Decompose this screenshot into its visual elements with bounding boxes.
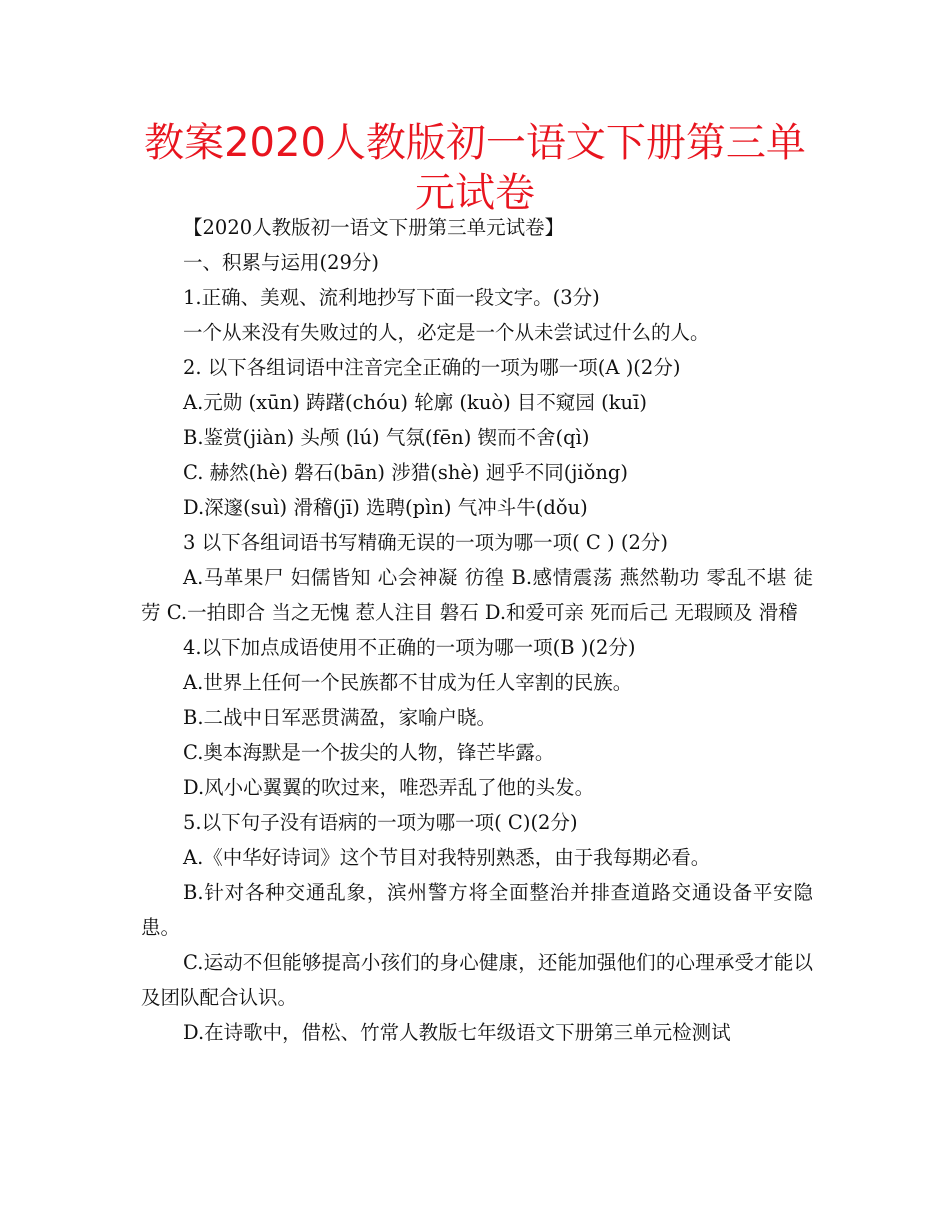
document-body — [141, 210, 813, 1050]
question-2-option-c: C. 赫然(hè) 磐石(bān) 涉猎(shè) 迥乎不同(jiǒng) — [183, 461, 629, 484]
document-title: 教案2020人教版初一语文下册第三单元试卷 — [144, 120, 806, 216]
question-1: 1.正确、美观、流利地抄写下面一段文字。(3分) — [183, 286, 600, 309]
question-3: 3 以下各组词语书写精确无误的一项为哪一项( C ) (2分) — [183, 531, 668, 554]
question-4-option-b: B.二战中日军恶贯满盈，家喻户晓。 — [183, 706, 497, 729]
question-4-option-a: A.世界上任何一个民族都不甘成为任人宰割的民族。 — [183, 671, 633, 694]
question-2-option-b: B.鉴赏(jiàn) 头颅 (lú) 气氛(fēn) 锲而不舍(qì) — [183, 426, 590, 449]
question-1-text: 一个从来没有失败过的人，必定是一个从未尝试过什么的人。 — [183, 321, 710, 344]
question-2-option-d: D.深邃(suì) 滑稽(jī) 选聘(pìn) 气冲斗牛(dǒu) — [183, 496, 588, 519]
question-4-option-d: D.风小心翼翼的吹过来，唯恐弄乱了他的头发。 — [183, 776, 595, 799]
question-5-option-b: B.针对各种交通乱象，滨州警方将全面整治并排查道路交通设备平安隐患。 — [141, 881, 813, 939]
question-2-option-a: A.元勋 (xūn) 踌躇(chóu) 轮廓 (kuò) 目不窥园 (kuī) — [183, 391, 647, 414]
paragraph-header: 【2020人教版初一语文下册第三单元试卷】 — [183, 216, 565, 239]
question-5: 5.以下句子没有语病的一项为哪一项( C)(2分) — [183, 811, 578, 834]
question-5-option-d: D.在诗歌中，借松、竹常人教版七年级语文下册第三单元检测试 — [183, 1021, 731, 1044]
question-4: 4.以下加点成语使用不正确的一项为哪一项(B )(2分) — [183, 636, 636, 659]
question-4-option-c: C.奥本海默是一个拔尖的人物，锋芒毕露。 — [183, 741, 555, 764]
question-5-option-a: A.《中华好诗词》这个节目对我特别熟悉，由于我每期必看。 — [183, 846, 711, 869]
question-5-option-c: C.运动不但能够提高小孩们的身心健康，还能加强他们的心理承受才能以及团队配合认识。 — [141, 951, 813, 1009]
question-2: 2. 以下各组词语中注音完全正确的一项为哪一项(A )(2分) — [183, 356, 681, 379]
question-3-options: A.马革果尸 妇儒皆知 心会神凝 彷徨 B.感情震荡 燕然勒功 零乱不堪 徒劳 C.一拍即合 当之无愧 惹人注目 磐石 D.和爱可亲 死而后己 无瑕顾及 滑稽 — [141, 566, 813, 624]
section-heading: 一、积累与运用(29分) — [183, 251, 380, 274]
